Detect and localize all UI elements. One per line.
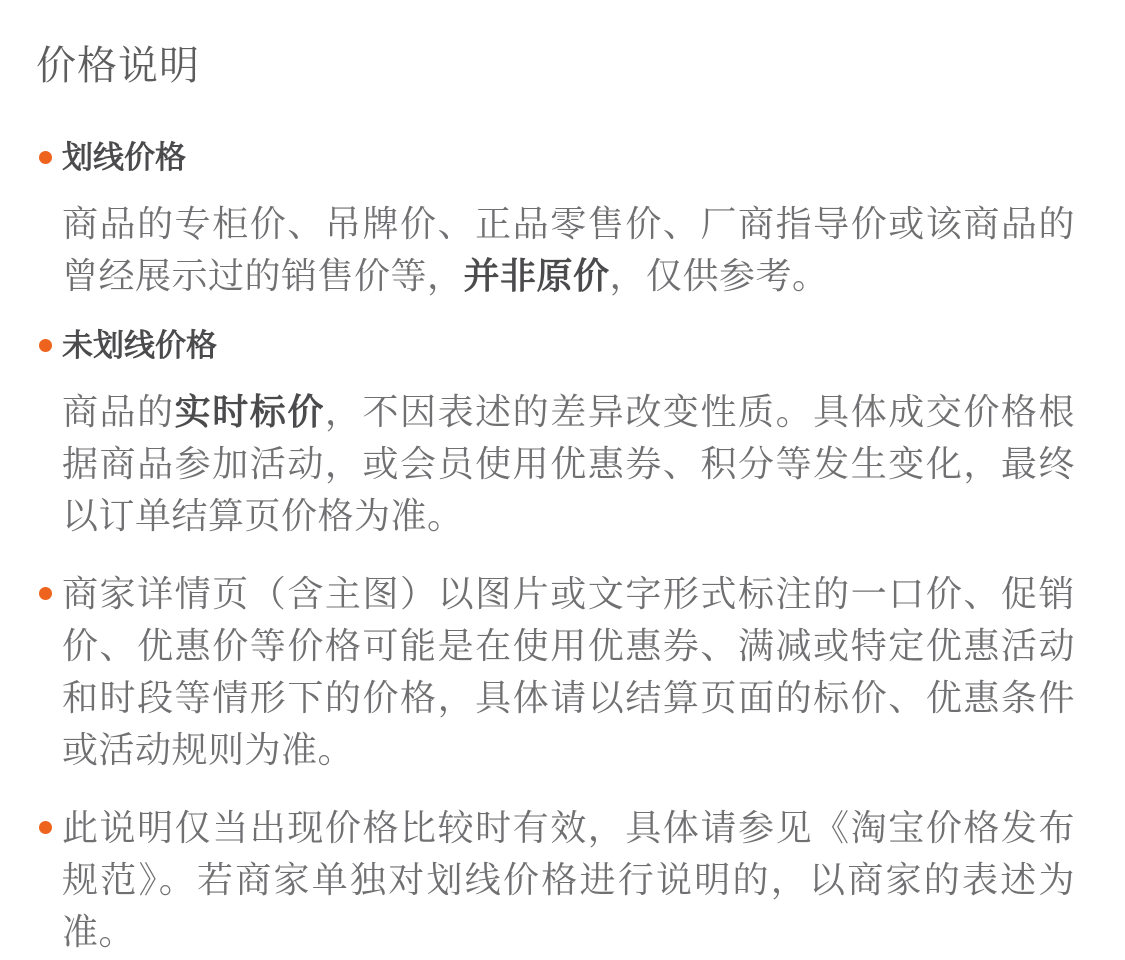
bullet-dot-icon — [39, 151, 52, 164]
item-heading: 划线价格 — [62, 140, 186, 175]
bullet-dot-icon — [39, 339, 52, 352]
item-paragraph: 商家详情页（含主图）以图片或文字形式标注的一口价、促销价、优惠价等价格可能是在使用优惠券、满减或特定优惠活动和时段等情形下的价格，具体请以结算页面的标价、优惠条件或活动规则为准。 — [62, 573, 1075, 770]
paragraph-text: 商品的专柜价、吊牌价、正品零售价、厂商指导价或该商品的曾经展示过的销售价等， — [62, 203, 1075, 296]
price-notice-list — [36, 140, 1075, 958]
item-paragraph — [62, 198, 1075, 302]
bullet-dot-icon — [39, 821, 52, 834]
list-item-validity-note — [36, 802, 1075, 958]
list-item-strikethrough-price — [36, 140, 1075, 302]
emphasis-text: 实时标价 — [174, 391, 325, 432]
page-title: 价格说明 — [36, 44, 200, 88]
item-paragraph: 此说明仅当出现价格比较时有效，具体请参见《淘宝价格发布规范》。若商家单独对划线价格进行说明的，以商家的表述为准。 — [62, 807, 1075, 952]
bullet-dot-icon — [39, 587, 52, 600]
list-item-unstrikethrough-price — [36, 328, 1075, 542]
emphasis-text: 并非原价 — [463, 255, 610, 296]
paragraph-text: ，不因表述的差异改变性质。具体成交价格根据商品参加活动，或会员使用优惠券、积分等发生变化，最终以订单结算页价格为准。 — [62, 391, 1075, 536]
paragraph-text: ，仅供参考。 — [609, 255, 829, 296]
list-item-seller-detail-page — [36, 568, 1075, 776]
item-paragraph — [62, 386, 1075, 542]
item-heading: 未划线价格 — [62, 328, 217, 363]
paragraph-text: 商品的 — [62, 391, 175, 432]
